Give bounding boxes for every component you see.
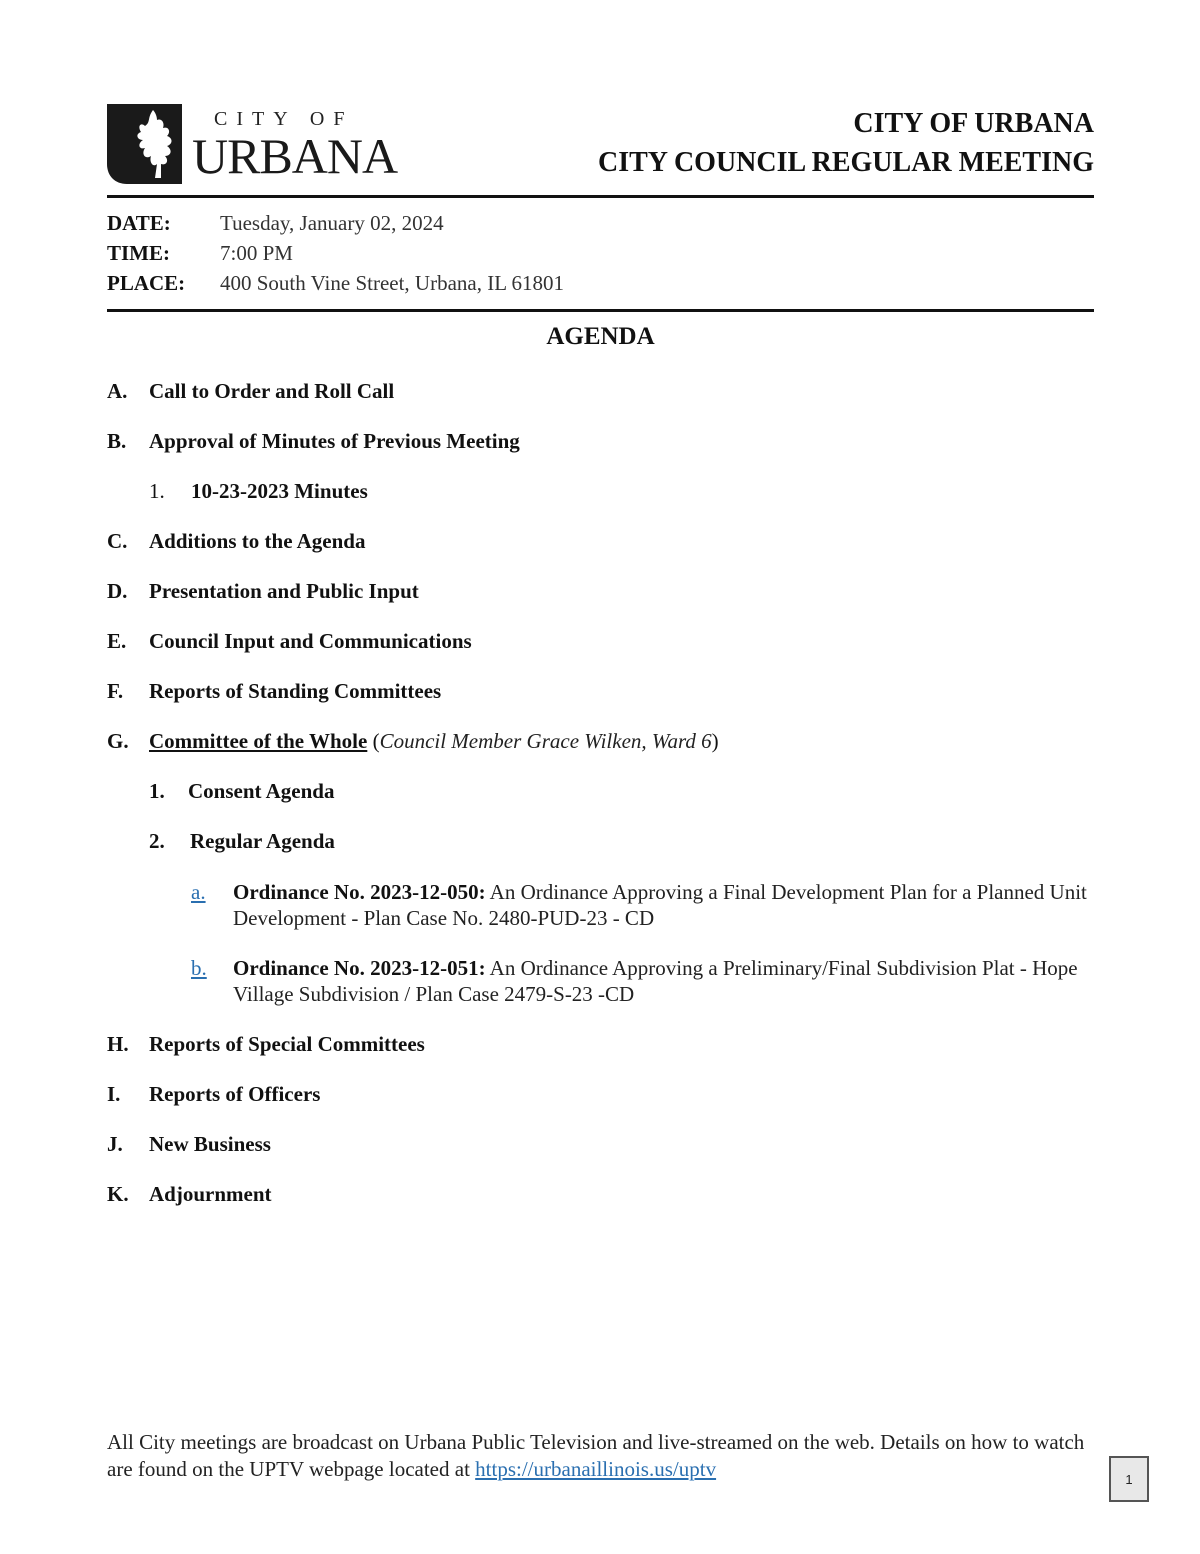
title-city: CITY OF URBANA: [853, 108, 1094, 139]
logo-city-of-text: CITY OF: [214, 108, 354, 130]
city-logo: [107, 104, 398, 186]
item-letter: K.: [107, 1182, 129, 1206]
ordinance-a-number: Ordinance No. 2023-12-050:: [233, 880, 486, 904]
place-label: PLACE:: [107, 271, 186, 295]
item-letter: H.: [107, 1032, 129, 1056]
subitem-label: Regular Agenda: [190, 829, 335, 853]
date-label: DATE:: [107, 211, 171, 235]
ordinance-b-description: An Ordinance Approving a Preliminary/Final Subdivision Plat - Hope Village Subdivision / Plan Case 2479-S-23 -CD: [233, 956, 1078, 1006]
item-letter: J.: [107, 1132, 123, 1156]
item-letter: D.: [107, 579, 128, 603]
item-letter: E.: [107, 629, 127, 653]
time-value: 7:00 PM: [220, 241, 293, 265]
details-divider: [107, 309, 1094, 312]
item-label: Reports of Officers: [149, 1082, 321, 1106]
agenda-heading: AGENDA: [546, 323, 655, 350]
ordinance-b-number: Ordinance No. 2023-12-051:: [233, 956, 486, 980]
time-label: TIME:: [107, 241, 170, 265]
time-row: [107, 238, 564, 268]
meeting-details: [107, 208, 564, 298]
item-label: Reports of Standing Committees: [149, 679, 442, 703]
document-page: [107, 0, 1094, 1554]
ordinance-a-text: [233, 879, 1094, 931]
page-number-badge: 1: [1109, 1456, 1149, 1502]
item-letter: B.: [107, 429, 127, 453]
subitem-number: 1.: [149, 779, 165, 803]
ordinance-a-description: An Ordinance Approving a Final Development Plan for a Planned Unit Development - Plan Case No. 2480-PUD-23 - CD: [233, 880, 1087, 930]
item-label: Presentation and Public Input: [149, 579, 419, 603]
oak-leaf-logo-icon: [107, 104, 182, 184]
committee-of-the-whole-title: Committee of the Whole: [149, 729, 368, 753]
item-letter: G.: [107, 729, 129, 753]
item-letter: F.: [107, 679, 124, 703]
uptv-link[interactable]: https://urbanaillinois.us/uptv: [475, 1457, 717, 1481]
subitem-label: 10-23-2023 Minutes: [191, 479, 368, 503]
item-label: Council Input and Communications: [149, 629, 472, 653]
date-value: Tuesday, January 02, 2024: [220, 211, 444, 235]
broadcast-notice-text: All City meetings are broadcast on Urbana Public Television and live-streamed on the web. Details on how to watch are found on the UPTV webpage located at: [107, 1430, 1085, 1481]
item-label: Committee of the Whole (Council Member Grace Wilken, Ward 6): [149, 729, 719, 753]
subitem-number: 1.: [149, 479, 165, 503]
title-meeting: CITY COUNCIL REGULAR MEETING: [597, 147, 1094, 178]
logo-urbana-text: URBANA: [192, 128, 398, 184]
broadcast-notice: [107, 1429, 1097, 1483]
document-title: [598, 104, 1094, 182]
subitem-number: 2.: [149, 829, 165, 853]
ordinance-b-text: [233, 955, 1094, 1007]
item-label: Call to Order and Roll Call: [149, 379, 395, 403]
item-label: Reports of Special Committees: [149, 1032, 425, 1056]
ordinance-b-link[interactable]: b.: [191, 956, 207, 980]
item-letter: A.: [107, 379, 128, 403]
item-letter: C.: [107, 529, 128, 553]
subitem-label: Consent Agenda: [188, 779, 335, 803]
ordinance-a-link[interactable]: a.: [191, 880, 206, 904]
item-letter: I.: [107, 1082, 121, 1106]
place-row: [107, 268, 564, 298]
item-label: Additions to the Agenda: [149, 529, 366, 553]
item-label: New Business: [149, 1132, 271, 1156]
place-value: 400 South Vine Street, Urbana, IL 61801: [220, 271, 565, 295]
committee-chair-note: Council Member Grace Wilken, Ward 6: [379, 729, 712, 753]
item-label: Adjournment: [149, 1182, 272, 1206]
item-label: Approval of Minutes of Previous Meeting: [149, 429, 520, 453]
header-divider: [107, 195, 1094, 198]
date-row: [107, 208, 564, 238]
